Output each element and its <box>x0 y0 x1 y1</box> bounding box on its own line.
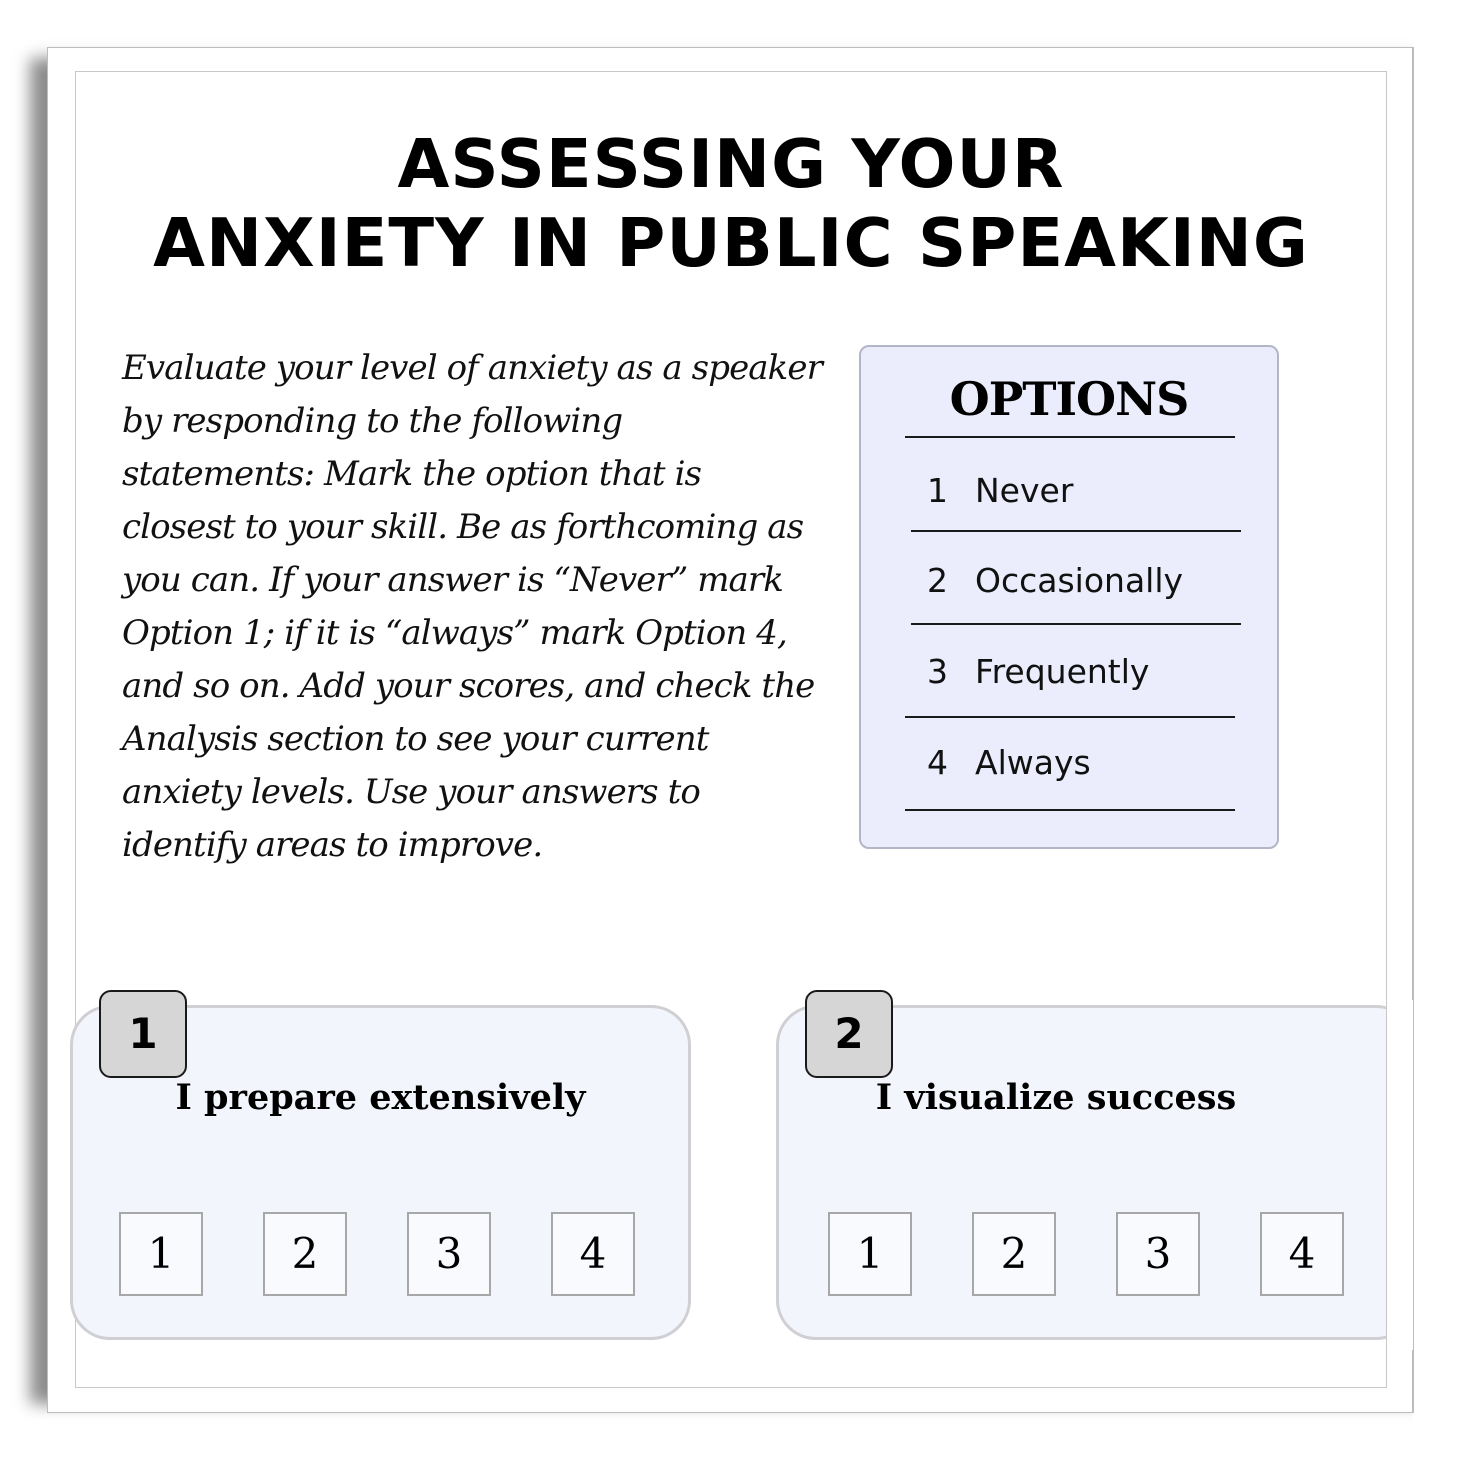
page-edge <box>1413 47 1414 1413</box>
statement-text: I visualize success <box>875 1077 1237 1118</box>
title-line-2: ANXIETY IN PUBLIC SPEAKING <box>153 204 1309 282</box>
option-number: 3 <box>927 652 948 691</box>
choice-box-2[interactable]: 2 <box>263 1212 347 1296</box>
choice-box-3[interactable]: 3 <box>1116 1212 1200 1296</box>
choice-box-4[interactable]: 4 <box>551 1212 635 1296</box>
option-row-never <box>927 471 1073 511</box>
statement-text: I prepare extensively <box>175 1077 586 1118</box>
option-label: Always <box>975 743 1091 782</box>
option-row-frequently <box>927 652 1149 692</box>
option-divider <box>911 530 1241 532</box>
instructions-text: Evaluate your level of anxiety as a speaker by responding to the following statements: Mark the option that is closest to your skill. Be as forthcoming as you can. If your answer is “Never” mark Option 1; if it is “always” mark Option 4, and so on. Add your scores, and check the Analysis section to see your current anxiety levels. Use your answers to identify areas to improve. <box>122 348 822 865</box>
choice-box-4[interactable]: 4 <box>1260 1212 1344 1296</box>
title-line-1: ASSESSING YOUR <box>397 125 1065 203</box>
option-number: 2 <box>927 561 948 600</box>
option-divider <box>905 809 1235 811</box>
card-clip-mask <box>1386 1000 1413 1350</box>
option-label: Never <box>975 471 1074 510</box>
inner-border-edge <box>1386 1000 1387 1350</box>
choice-box-2[interactable]: 2 <box>972 1212 1056 1296</box>
options-heading-rule <box>905 436 1235 438</box>
statement-number-badge: 1 <box>99 990 187 1078</box>
choice-box-1[interactable]: 1 <box>828 1212 912 1296</box>
options-panel <box>859 345 1279 849</box>
option-divider <box>905 716 1235 718</box>
option-divider <box>911 623 1241 625</box>
choice-box-1[interactable]: 1 <box>119 1212 203 1296</box>
option-row-occasionally <box>927 561 1183 601</box>
option-number: 1 <box>927 471 948 510</box>
choice-box-3[interactable]: 3 <box>407 1212 491 1296</box>
statement-number-badge: 2 <box>805 990 893 1078</box>
options-heading: OPTIONS <box>949 372 1189 426</box>
right-margin <box>1413 0 1462 1462</box>
option-number: 4 <box>927 743 948 782</box>
option-row-always <box>927 743 1091 783</box>
option-label: Frequently <box>975 652 1150 691</box>
option-label: Occasionally <box>975 561 1184 600</box>
